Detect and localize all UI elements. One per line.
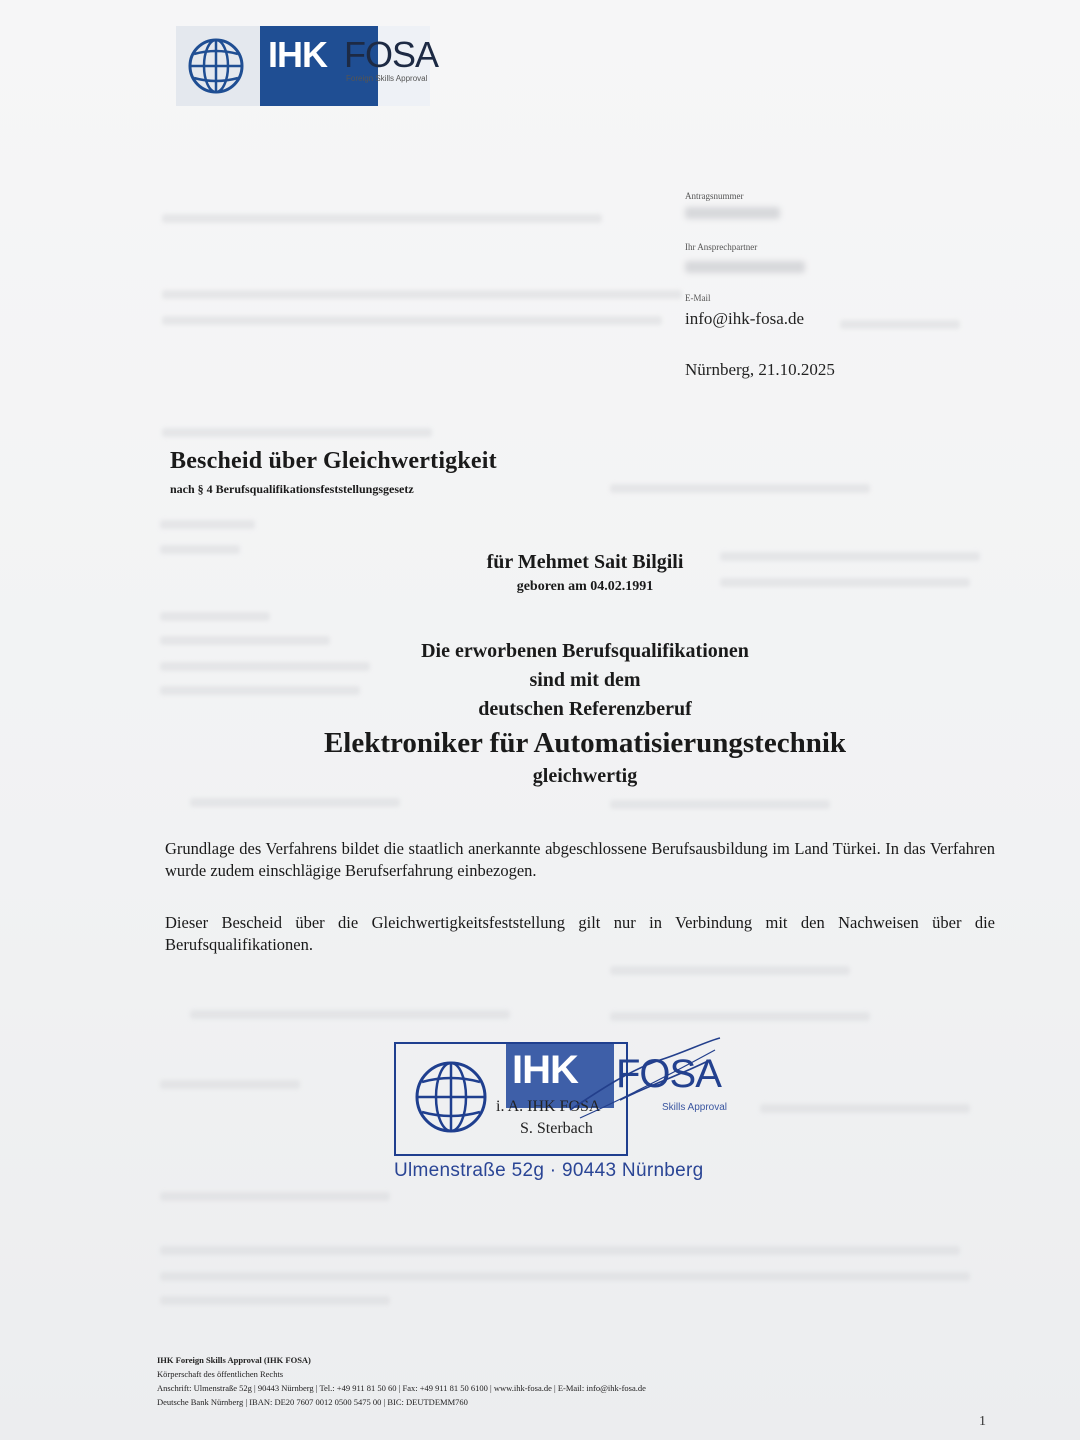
birth-line: geboren am 04.02.1991 [516, 579, 654, 594]
show-through-line [760, 1104, 970, 1113]
application-number-label: Antragsnummer [685, 191, 744, 201]
show-through-line [610, 966, 850, 975]
show-through-line [160, 1246, 960, 1255]
contact-redacted [685, 261, 805, 273]
show-through-line [610, 800, 830, 809]
decision-line-1: Die erworbenen Berufsqualifikationen [421, 640, 749, 662]
application-number-redacted [685, 207, 780, 219]
stamp-fosa-text: FOSA [616, 1052, 721, 1096]
stamp-address: Ulmenstraße 52g · 90443 Nürnberg [394, 1160, 704, 1181]
recipient-line: für Mehmet Sait Bilgili [486, 551, 684, 573]
decision-result: gleichwertig [532, 765, 638, 787]
footer-bank: Deutsche Bank Nürnberg | IBAN: DE20 7607 0012 0500 5475 00 | BIC: DEUTDEMM760 [157, 1397, 468, 1407]
globe-icon [176, 26, 260, 106]
show-through-line [840, 320, 960, 329]
decision-line-2: sind mit dem [529, 669, 641, 691]
decision-line-3: deutschen Referenzberuf [478, 698, 692, 720]
logo-fosa-text: FOSA [344, 34, 439, 75]
footer-contact: Anschrift: Ulmenstraße 52g | 90443 Nürnberg | Tel.: +49 911 81 50 60 | Fax: +49 911 81 50 6100 | www.ihk-fosa.de | E-Mail: info@ihk-fosa.de [157, 1383, 646, 1393]
handwritten-signature [560, 1030, 730, 1130]
email-value: info@ihk-fosa.de [685, 309, 805, 328]
stamp-tagline: Skills Approval [662, 1102, 728, 1113]
logo-ihk-text: IHK [268, 34, 327, 75]
show-through-line [162, 214, 602, 223]
stamp-ihk-text: IHK [512, 1048, 578, 1092]
ihk-fosa-logo [176, 26, 439, 106]
globe-icon-box [176, 26, 260, 106]
show-through-line [160, 1192, 390, 1201]
show-through-line [610, 1012, 870, 1021]
show-through-line [162, 316, 662, 325]
show-through-line [190, 798, 400, 807]
page-number: 1 [979, 1414, 986, 1429]
document-subtitle: nach § 4 Berufsqualifikationsfeststellungsgesetz [170, 482, 414, 496]
footer-organisation: IHK Foreign Skills Approval (IHK FOSA) [157, 1355, 311, 1365]
email-label: E-Mail [685, 293, 711, 303]
signature-line-1: i. A. IHK FOSA [496, 1098, 601, 1115]
show-through-line [162, 290, 682, 299]
show-through-line [160, 1272, 970, 1281]
show-through-line [160, 1080, 300, 1089]
place-date: Nürnberg, 21.10.2025 [685, 360, 835, 379]
signature-line-2: S. Sterbach [520, 1120, 593, 1137]
show-through-line [160, 520, 255, 529]
paragraph-basis: Grundlage des Verfahrens bildet die staatlich anerkannte abgeschlossene Berufsausbildung im Land Türkei. In das Verfahren wurde zudem einschlägige Berufserfahrung einbezogen. [165, 839, 995, 880]
reference-profession: Elektroniker für Automatisierungstechnik [323, 727, 847, 759]
document-title: Bescheid über Gleichwertigkeit [170, 448, 497, 474]
show-through-line [190, 1010, 510, 1019]
footer-legal-form: Körperschaft des öffentlichen Rechts [157, 1369, 284, 1379]
stamp-globe-icon [412, 1058, 490, 1141]
show-through-line [162, 428, 432, 437]
paragraph-validity: Dieser Bescheid über die Gleichwertigkeitsfeststellung gilt nur in Verbindung mit den Nachweisen über die Berufsqualifikationen. [165, 913, 995, 954]
show-through-line [610, 484, 870, 493]
show-through-line [160, 1296, 390, 1305]
show-through-line [160, 612, 270, 621]
logo-tagline: Foreign Skills Approval [346, 74, 428, 83]
contact-label: Ihr Ansprechpartner [685, 242, 758, 252]
